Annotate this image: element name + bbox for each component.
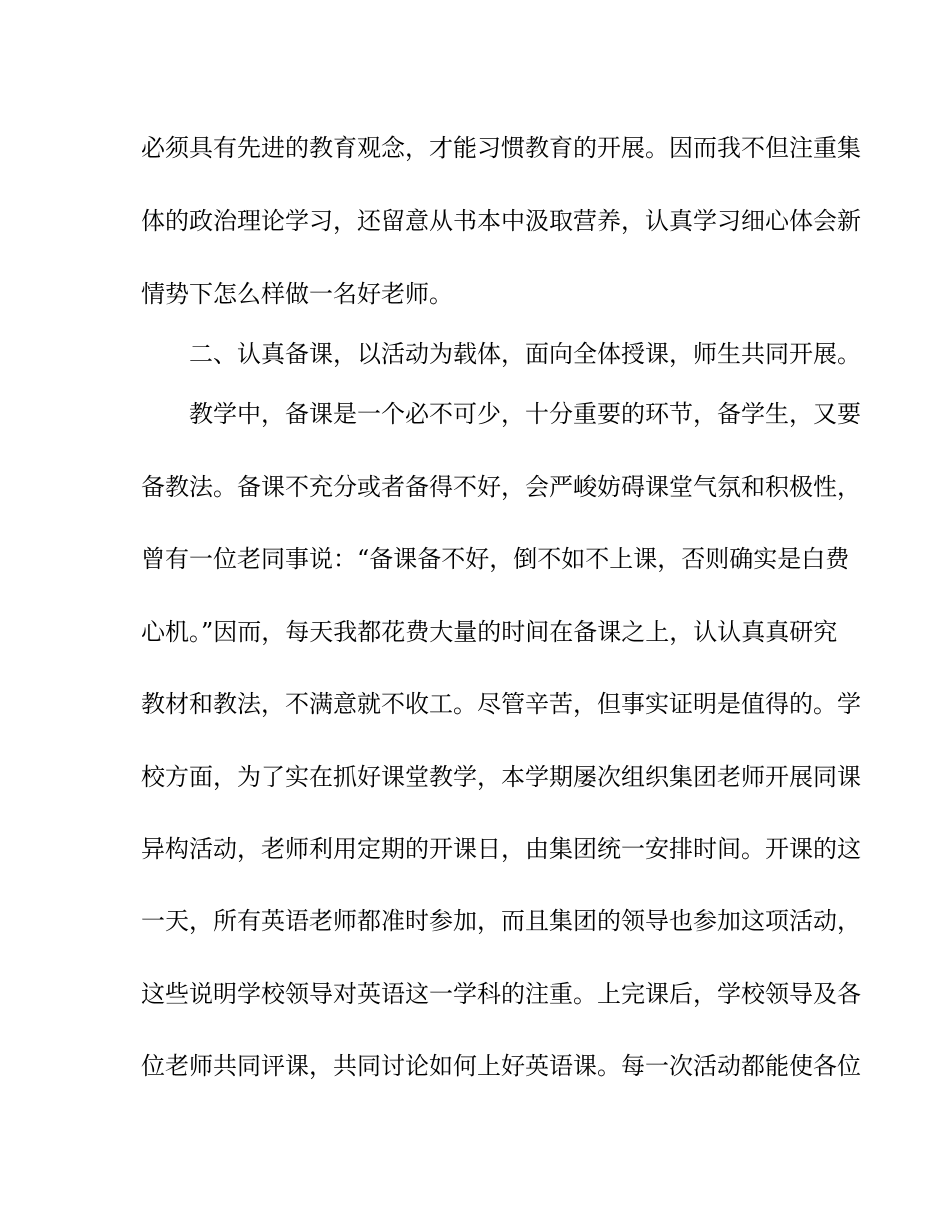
paragraph-line: 一天，所有英语老师都准时参加，而且集团的领导也参加这项活动， <box>141 907 861 935</box>
paragraph-line: 心机。”因而，每天我都花费大量的时间在备课之上，认认真真研究 <box>141 618 838 646</box>
paragraph-line: 体的政治理论学习，还留意从书本中汲取营养，认真学习细心体会新 <box>141 207 861 235</box>
paragraph-line: 情势下怎么样做一名好老师。 <box>141 280 453 308</box>
paragraph-line: 必须具有先进的教育观念，才能习惯教育的开展。因而我不但注重集 <box>141 134 861 162</box>
paragraph-line: 备教法。备课不充分或者备得不好，会严峻妨碍课堂气氛和积极性， <box>141 473 861 501</box>
paragraph-line: 曾有一位老同事说：“备课备不好，倒不如不上课，否则确实是白费 <box>141 545 850 573</box>
paragraph-line: 校方面，为了实在抓好课堂教学，本学期屡次组织集团老师开展同课 <box>141 763 861 791</box>
paragraph-line: 位老师共同评课，共同讨论如何上好英语课。每一次活动都能使各位 <box>141 1052 861 1080</box>
section-heading: 二、认真备课，以活动为载体，面向全体授课，师生共同开展。 <box>189 340 861 368</box>
paragraph-line: 这些说明学校领导对英语这一学科的注重。上完课后，学校领导及各 <box>141 980 861 1008</box>
paragraph-line: 教学中，备课是一个必不可少，十分重要的环节，备学生，又要 <box>189 400 861 428</box>
paragraph-line: 教材和教法，不满意就不收工。尽管辛苦，但事实证明是值得的。学 <box>141 690 861 718</box>
paragraph-line: 异构活动，老师利用定期的开课日，由集团统一安排时间。开课的这 <box>141 835 861 863</box>
